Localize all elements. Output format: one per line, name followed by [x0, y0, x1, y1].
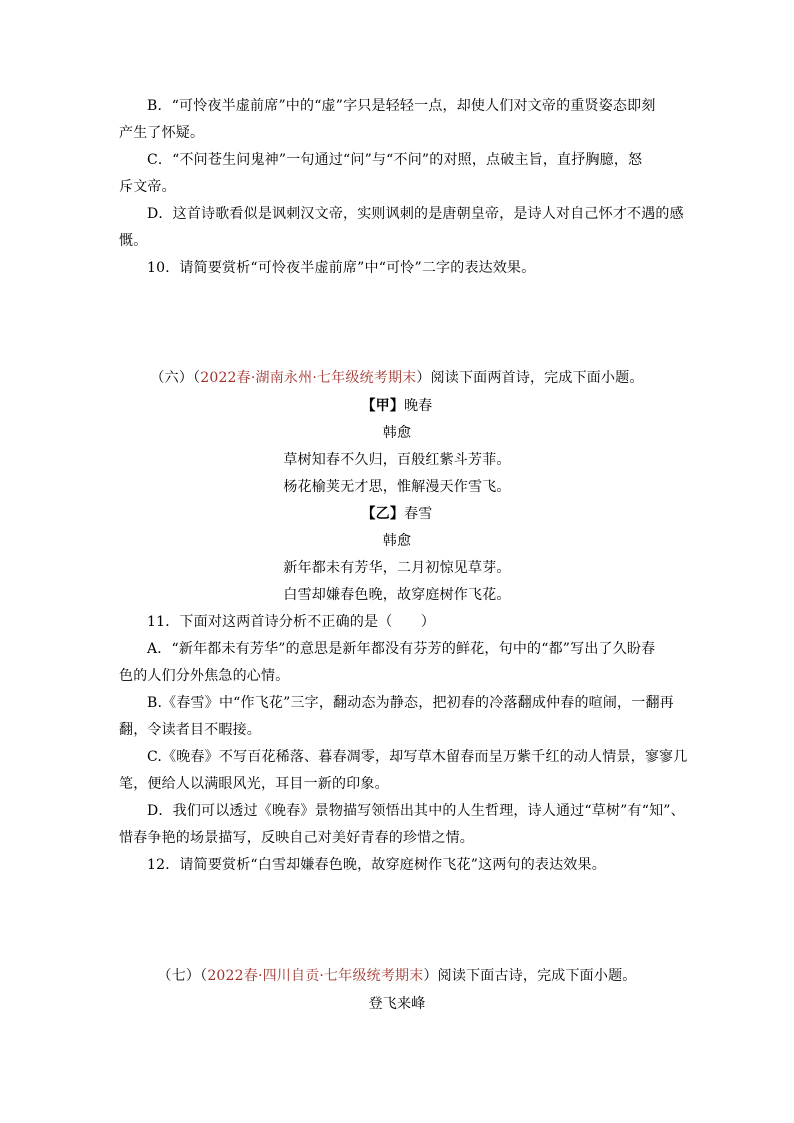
poem-1-line-1: 草树知春不久归，百般红紫斗芳菲。	[283, 452, 511, 468]
poem-2-marker: 【乙】	[361, 506, 405, 522]
q11-option-d-line2: 惜春争艳的场景描写，反映自己对美好青春的珍惜之情。	[119, 830, 474, 846]
q9-option-d-line1: D．这首诗歌看似是讽刺汉文帝，实则讽刺的是唐朝皇帝，是诗人对自己怀才不遇的感	[147, 206, 684, 222]
section-6-source: 2022春·湖南永州·七年级统考期末	[200, 370, 417, 386]
poem-2-author: 韩愈	[382, 533, 412, 549]
q9-option-c-line1: C．“不问苍生问鬼神”一句通过“问”与“不问”的对照，点破主旨，直抒胸臆，怒	[147, 152, 643, 168]
q11-option-c-line2: 笔，便给人以满眼风光，耳目一新的印象。	[119, 776, 389, 792]
section-7-instruction: ）阅读下面古诗，完成下面小题。	[423, 968, 637, 984]
q11-option-d-line1: D．我们可以透过《晚春》景物描写领悟出其中的人生哲理，诗人通过“草树”有“知”、	[147, 803, 685, 819]
section-6-instruction: ）阅读下面两首诗，完成下面小题。	[416, 370, 644, 386]
q9-option-c-line2: 斥文帝。	[119, 179, 176, 195]
section-6-number: （六）（	[150, 370, 201, 386]
question-12: 12．请简要赏析“白雪却嫌春色晚，故穿庭树作飞花”这两句的表达效果。	[147, 857, 606, 873]
poem-1-author: 韩愈	[382, 425, 412, 441]
question-11: 11．下面对这两首诗分析不正确的是（ ）	[147, 614, 436, 630]
q11-option-b-line1: B.《春雪》中“作飞花”三字，翻动态为静态，把初春的冷落翻成仲春的喧闹，一翻再	[147, 695, 674, 711]
q9-option-b-line1: B．“可怜夜半虚前席”中的“虚”字只是轻轻一点，却使人们对文帝的重贤姿态即刻	[147, 98, 656, 114]
q9-option-d-line2: 慨。	[119, 233, 148, 249]
poem-2-line-2: 白雪却嫌春色晚，故穿庭树作飞花。	[283, 587, 511, 603]
q11-option-a-line2: 色的人们分外焦急的心情。	[119, 668, 290, 684]
poem-1-title-text: 晚春	[404, 398, 433, 414]
q11-option-b-line2: 翻，令读者目不暇接。	[119, 722, 261, 738]
section-7-source: 2022春·四川自贡·七年级统考期末	[207, 968, 424, 984]
section-7-heading	[0, 966, 794, 986]
poem-3-title: 登飞来峰	[368, 996, 426, 1012]
poem-2-title-text: 春雪	[404, 506, 433, 522]
q9-option-b-line2: 产生了怀疑。	[119, 125, 205, 141]
poem-1-title	[0, 396, 794, 416]
section-6-heading	[0, 368, 794, 388]
poem-1-line-2: 杨花榆荚无才思，惟解漫天作雪飞。	[283, 479, 511, 495]
poem-2-title	[0, 504, 794, 524]
q11-option-a-line1: A．“新年都未有芳华”的意思是新年都没有芬芳的鲜花，句中的“都”写出了久盼春	[147, 641, 656, 657]
q11-option-c-line1: C.《晚春》不写百花稀落、暮春凋零，却写草木留春而呈万紫千红的动人情景，寥寥几	[147, 749, 688, 765]
poem-2-line-1: 新年都未有芳华，二月初惊见草芽。	[283, 560, 511, 576]
poem-1-marker: 【甲】	[361, 398, 405, 414]
question-10: 10．请简要赏析“可怜夜半虚前席”中“可怜”二字的表达效果。	[147, 260, 536, 276]
section-7-number: （七）（	[157, 968, 208, 984]
